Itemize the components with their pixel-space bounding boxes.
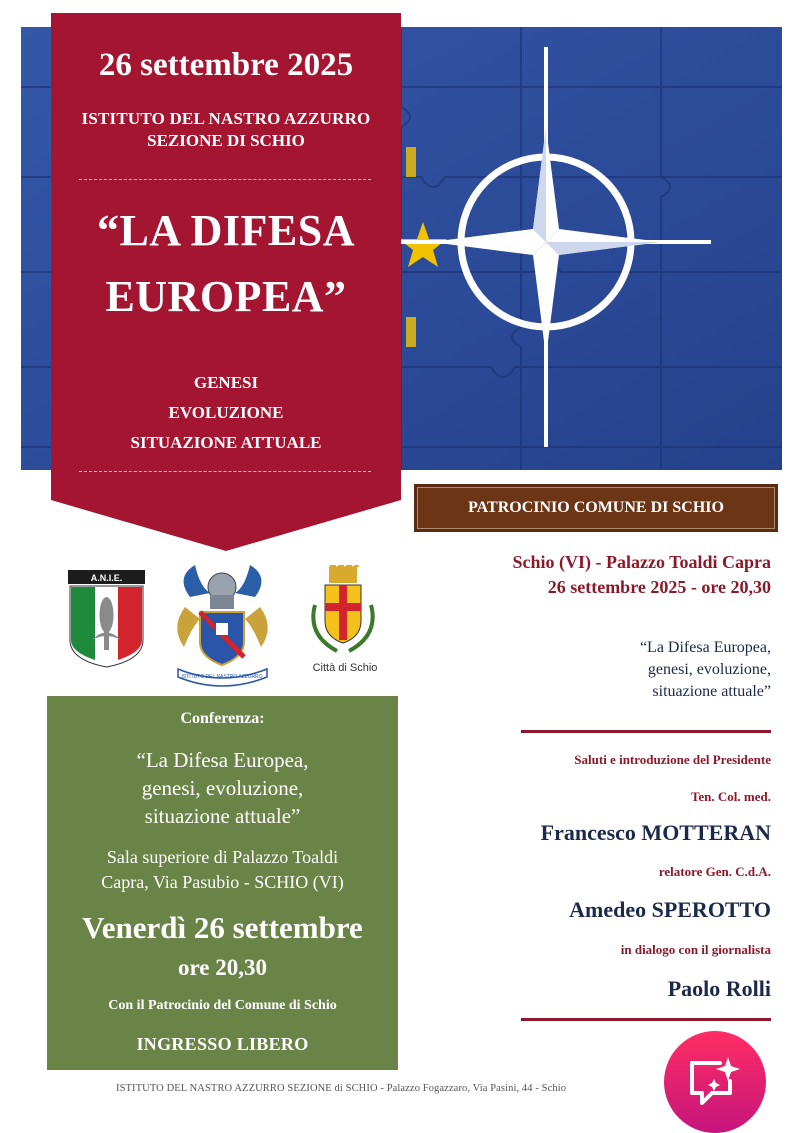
subtopic-situazione: SITUAZIONE ATTUALE [130, 433, 322, 452]
quote-line2: genesi, evoluzione, [647, 661, 771, 678]
city-logo-label: Città di Schio [312, 662, 378, 674]
conference-title-line1: “La Difesa Europea, [136, 748, 309, 772]
event-title-line1: “LA DIFESA [96, 206, 356, 255]
nastro-azzurro-crest-logo [170, 557, 275, 687]
conference-patronage: Con il Patrocinio del Comune di Schio [108, 998, 337, 1013]
president-name: Francesco MOTTERAN [540, 820, 771, 845]
greetings-text: Saluti e introduzione del Presidente [574, 752, 771, 767]
quote-line3: situazione attuale” [652, 683, 771, 700]
sparkle-chat-button[interactable] [664, 1031, 766, 1133]
footer-address: ISTITUTO DEL NASTRO AZZURRO SEZIONE di SCHIO - Palazzo Fogazzaro, Via Pasini, 44 - Schio [116, 1083, 567, 1094]
dialogue-text: in dialogo con il giornalista [620, 942, 771, 957]
divider-rule [521, 1018, 771, 1021]
divider [79, 179, 371, 180]
conference-box [47, 696, 398, 1070]
divider-rule [521, 730, 771, 733]
subtopic-genesi: GENESI [193, 373, 259, 392]
event-title-line2: EUROPEA” [105, 272, 347, 321]
journalist-name: Paolo Rolli [667, 976, 771, 1001]
event-datetime: 26 settembre 2025 - ore 20,30 [547, 577, 771, 597]
conference-heading: Conferenza: [180, 710, 265, 727]
title-banner [51, 13, 401, 553]
conference-day: Venerdì 26 settembre [82, 910, 363, 945]
subtopic-evoluzione: EVOLUZIONE [168, 403, 284, 422]
sparkle-chat-icon [686, 1055, 744, 1109]
patronage-box [414, 484, 778, 532]
divider [79, 471, 371, 472]
event-date: 26 settembre 2025 [98, 47, 354, 83]
event-location: Schio (VI) - Palazzo Toaldi Capra [512, 552, 771, 572]
conference-time: ore 20,30 [177, 955, 267, 980]
free-entry-label: INGRESSO LIBERO [136, 1034, 309, 1054]
patronage-label: PATROCINIO COMUNE DI SCHIO [417, 487, 775, 529]
president-rank: Ten. Col. med. [690, 789, 771, 804]
anie-logo [68, 570, 145, 668]
institute-name: ISTITUTO DEL NASTRO AZZURRO [81, 109, 371, 128]
speaker-role: relatore Gen. C.d.A. [658, 864, 771, 879]
venue-line2: Capra, Via Pasubio - SCHIO (VI) [101, 872, 344, 892]
venue-line1: Sala superiore di Palazzo Toaldi [106, 847, 339, 867]
institute-section: SEZIONE DI SCHIO [147, 131, 305, 150]
crest-ribbon-text: ISTITUTO DEL NASTRO AZZURRO [181, 674, 263, 680]
speaker-name: Amedeo SPEROTTO [569, 897, 771, 922]
conference-title-line3: situazione attuale” [144, 804, 301, 828]
quote-line1: “La Difesa Europea, [639, 639, 771, 656]
anie-logo-text: A.N.I.E. [90, 573, 123, 583]
conference-title-line2: genesi, evoluzione, [141, 776, 304, 800]
